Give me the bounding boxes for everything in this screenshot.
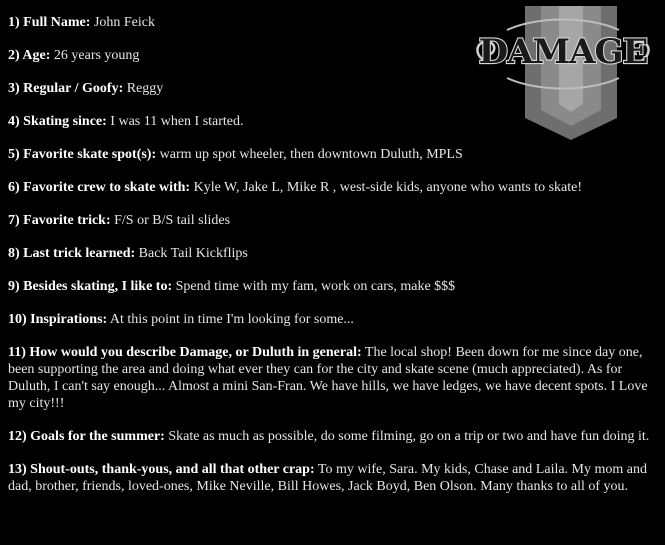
question-label: 7) Favorite trick: [8,213,111,228]
answer-text: Reggy [123,81,164,96]
qa-item [8,47,658,64]
question-label: 12) Goals for the summer: [8,429,165,444]
qa-item [8,113,658,130]
qa-item [8,461,658,495]
interview-content [8,14,658,511]
qa-item [8,245,658,262]
answer-text: Skate as much as possible, do some filming, go on a trip or two and have fun doing it. [164,429,650,444]
answer-text: At this point in time I'm looking for some... [107,312,354,327]
answer-text: Kyle W, Jake L, Mike R , west-side kids, anyone who wants to skate! [190,180,583,195]
question-label: 1) Full Name: [8,15,91,30]
qa-item [8,344,658,412]
answer-text: John Feick [90,15,155,30]
question-label: 9) Besides skating, I like to: [8,279,173,294]
qa-item [8,311,658,328]
question-label: 8) Last trick learned: [8,246,136,261]
answer-text: The local shop! Been down for me since day one, been supporting the area and doing what ever they can for the city and skate scene (much appreciated). As for Duluth, I can't say enough... Almost a mini San-Fran. We have hills, we have ledges, we have decent spots. I Love my city!!! [8,345,648,411]
question-label: 11) How would you describe Damage, or Duluth in general: [8,345,362,360]
qa-item [8,428,658,445]
answer-text: I was 11 when I started. [106,114,244,129]
question-label: 2) Age: [8,48,51,63]
question-label: 4) Skating since: [8,114,107,129]
answer-text: Back Tail Kickflips [135,246,248,261]
question-label: 5) Favorite skate spot(s): [8,147,157,162]
qa-item [8,80,658,97]
question-label: 10) Inspirations: [8,312,108,327]
answer-text: 26 years young [50,48,140,63]
answer-text: To my wife, Sara. My kids, Chase and Laila. My mom and dad, brother, friends, loved-ones, Mike Neville, Bill Howes, Jack Boyd, Ben Olson. Many thanks to all of you. [8,462,648,494]
question-label: 13) Shout-outs, thank-yous, and all that other crap: [8,462,315,477]
question-label: 6) Favorite crew to skate with: [8,180,191,195]
answer-text: Spend time with my fam, work on cars, make $$$ [172,279,456,294]
qa-item [8,278,658,295]
qa-item [8,212,658,229]
answer-text: warm up spot wheeler, then downtown Duluth, MPLS [156,147,463,162]
logo-wordmark: DAMAGE [478,32,648,72]
question-label: 3) Regular / Goofy: [8,81,124,96]
qa-item [8,14,658,31]
qa-item [8,179,658,196]
qa-item [8,146,658,163]
answer-text: F/S or B/S tail slides [110,213,231,228]
